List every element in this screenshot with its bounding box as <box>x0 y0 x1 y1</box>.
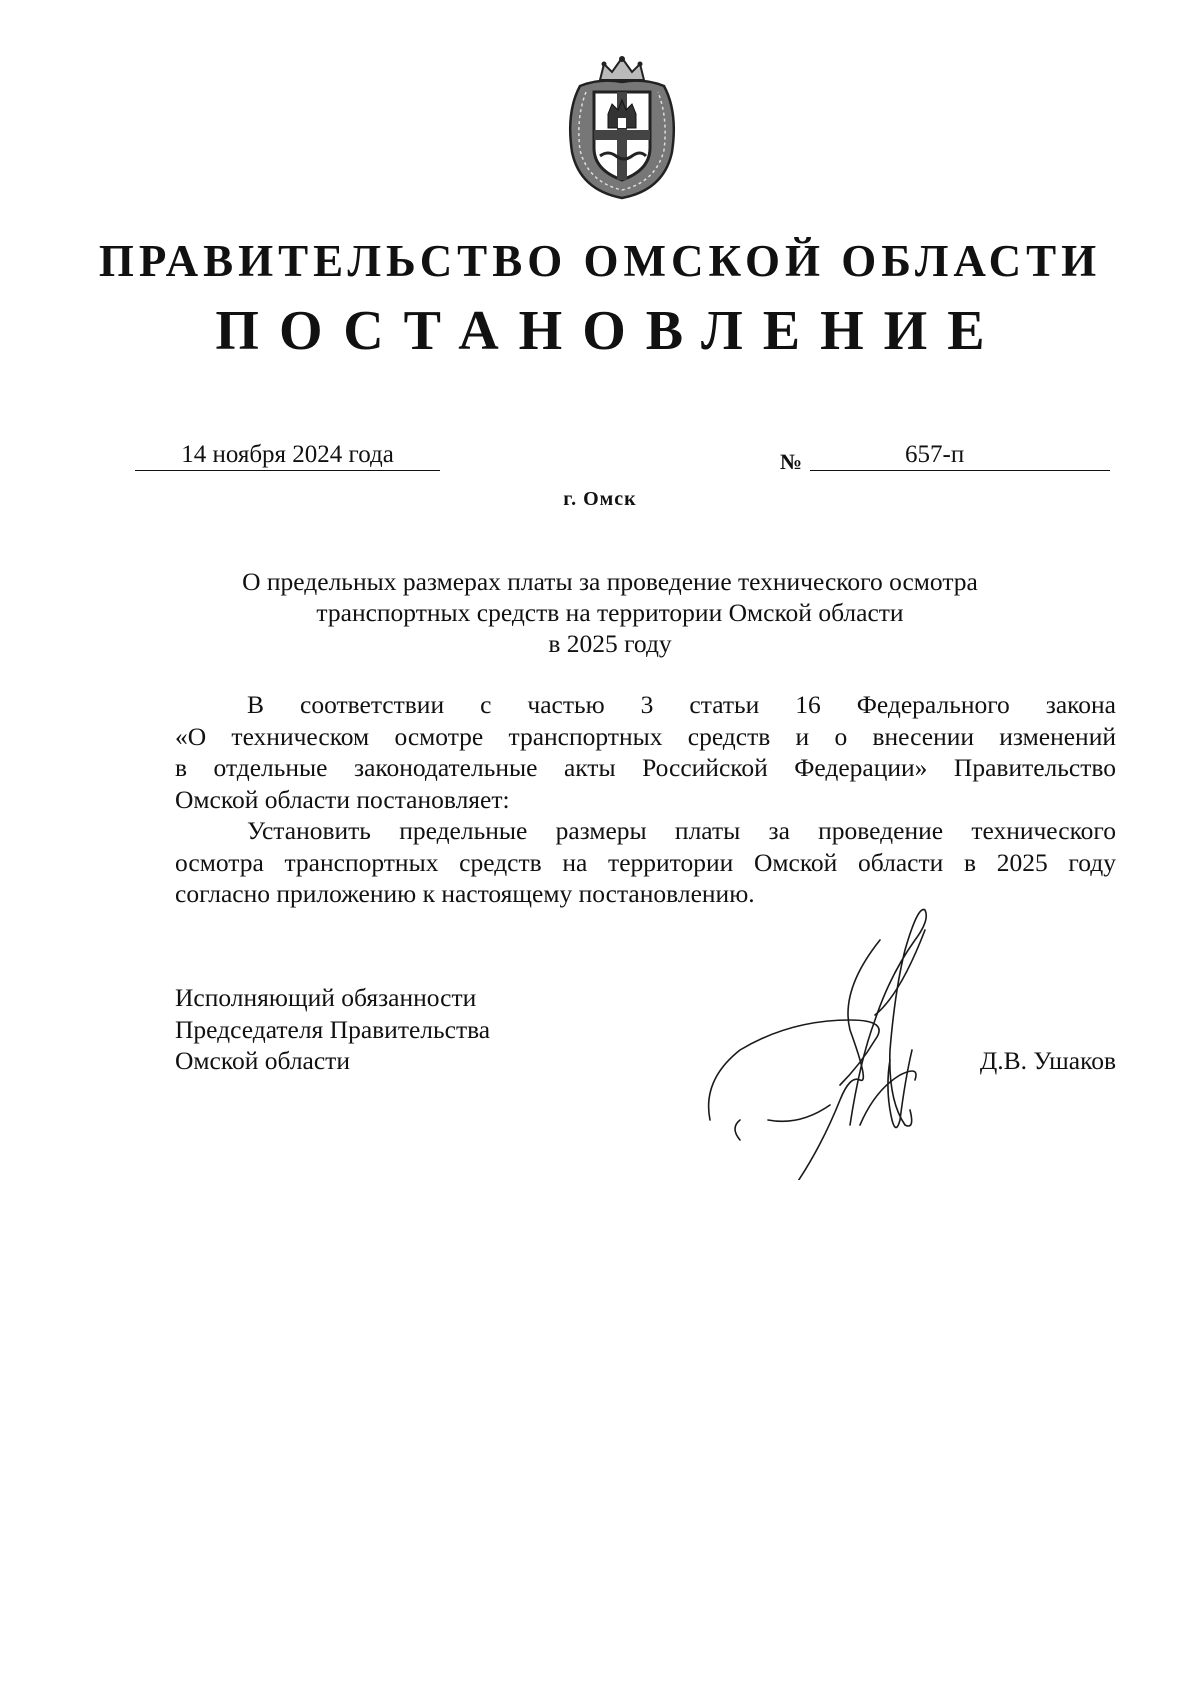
body-line: Омской области постановляет: <box>175 784 510 814</box>
organization-name: ПРАВИТЕЛЬСТВО ОМСКОЙ ОБЛАСТИ <box>98 236 1102 286</box>
signatory-position <box>175 982 490 1077</box>
position-line: Исполняющий обязанности <box>175 983 477 1012</box>
body-line: в отдельные законодательные акты Российской Федерации» Правительство <box>175 753 1116 782</box>
number-sign: № <box>780 449 803 474</box>
document-date: 14 ноября 2024 года <box>135 440 440 471</box>
position-line: Омской области <box>175 1046 350 1075</box>
signatory-name: Д.В. Ушаков <box>979 1046 1116 1075</box>
coat-of-arms-icon <box>560 52 684 202</box>
document-number-field <box>810 440 1110 471</box>
document-city: г. Омск <box>563 488 637 510</box>
document-body <box>175 689 1116 910</box>
body-line: «О техническом осмотре транспортных средств и о внесении изменений <box>175 721 1116 751</box>
body-line: Установить предельные размеры платы за проведение технического <box>247 816 1116 845</box>
title-line: в 2025 году <box>548 629 672 658</box>
document-number: 657-п <box>905 441 965 468</box>
title-line: О предельных размерах платы за проведение технического осмотра <box>242 567 978 596</box>
position-line: Председателя Правительства <box>175 1014 491 1044</box>
body-line: В соответствии с частью 3 статьи 16 Федерального закона <box>247 690 1116 719</box>
body-line: согласно приложению к настоящему постановлению. <box>175 879 755 908</box>
title-line: транспортных средств на территории Омской области <box>316 598 904 627</box>
document-title <box>160 566 1060 659</box>
handwritten-signature-icon <box>700 880 1000 1180</box>
body-line: осмотра транспортных средств на территории Омской области в 2025 году <box>175 847 1116 877</box>
document-type: ПОСТАНОВЛЕНИЕ <box>215 300 1005 362</box>
